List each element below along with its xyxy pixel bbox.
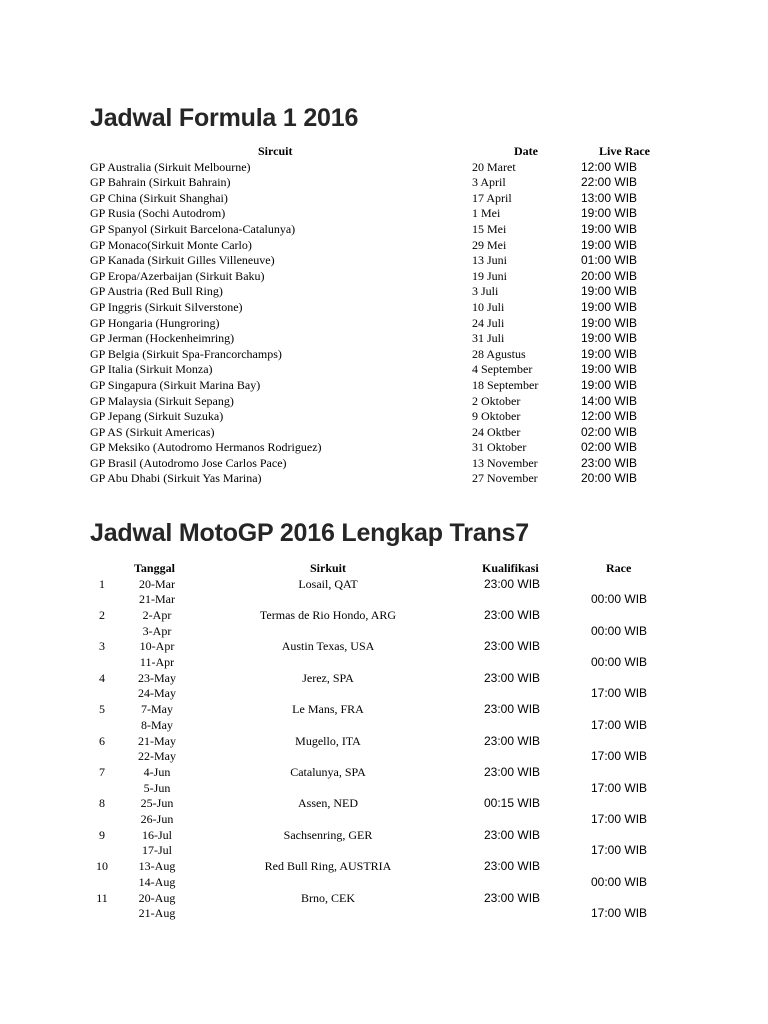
f1-date-cell: 15 Mei (472, 221, 507, 236)
f1-live-race-cell: 19:00 WIB (581, 377, 638, 392)
motogp-qualifying-line (0, 859, 768, 875)
f1-live-race-cell: 01:00 WIB (581, 253, 638, 268)
f1-circuit-cell: GP Austria (Red Bull Ring) (90, 284, 223, 299)
f1-table-row (0, 300, 768, 316)
motogp-table-row (0, 828, 768, 859)
f1-table-row (0, 206, 768, 222)
f1-live-race-cell: 19:00 WIB (581, 331, 638, 346)
f1-table-row (0, 175, 768, 191)
f1-circuit-cell: GP Singapura (Sirkuit Marina Bay) (90, 377, 261, 392)
motogp-qualifying-line (0, 891, 768, 907)
f1-circuit-cell: GP Hongaria (Hungroring) (90, 315, 220, 330)
f1-circuit-cell: GP Spanyol (Sirkuit Barcelona-Catalunya) (90, 221, 296, 236)
f1-date-cell: 2 Oktober (472, 393, 521, 408)
f1-date-cell: 28 Agustus (472, 346, 526, 361)
f1-date-cell: 3 Juli (472, 284, 499, 299)
f1-live-race-cell: 19:00 WIB (581, 315, 638, 330)
motogp-table-row (0, 577, 768, 608)
f1-circuit-cell: GP Malaysia (Sirkuit Sepang) (90, 393, 234, 408)
motogp-header-race: Race (606, 561, 632, 575)
motogp-race-date-text: 21-Aug (138, 906, 176, 921)
motogp-round-number-text: 10 (96, 859, 108, 874)
f1-live-race-cell: 19:00 WIB (581, 237, 638, 252)
f1-circuit-cell: GP AS (Sirkuit Americas) (90, 424, 215, 439)
f1-table-row (0, 347, 768, 363)
motogp-qualifying-line (0, 828, 768, 844)
motogp-table-row (0, 859, 768, 890)
f1-header-date: Date (514, 144, 538, 158)
motogp-qualifying-date-text: 25-Jun (140, 796, 174, 811)
motogp-table-row (0, 765, 768, 796)
motogp-circuit-text: Losail, QAT (298, 576, 358, 591)
motogp-circuit-text: Termas de Rio Hondo, ARG (259, 607, 397, 622)
motogp-header-tanggal: Tanggal (134, 561, 175, 575)
motogp-round-number-text: 11 (96, 890, 108, 905)
motogp-race-line (0, 875, 768, 891)
motogp-qualifying-date-text: 20-Aug (138, 890, 176, 905)
motogp-qualifying-time: 23:00 WIB (484, 733, 541, 748)
f1-date-cell: 29 Mei (472, 237, 507, 252)
motogp-race-line (0, 812, 768, 828)
motogp-table-row (0, 702, 768, 733)
motogp-round-number-text: 8 (99, 796, 105, 811)
motogp-qualifying-line (0, 577, 768, 593)
motogp-qualifying-time: 23:00 WIB (484, 639, 541, 654)
f1-circuit-cell: GP Jerman (Hockenheimring) (90, 331, 235, 346)
motogp-race-time: 17:00 WIB (591, 843, 648, 858)
f1-circuit-cell: GP Monaco(Sirkuit Monte Carlo) (90, 237, 252, 252)
motogp-race-time: 00:00 WIB (591, 654, 648, 669)
motogp-qualifying-date-text: 13-Aug (138, 859, 176, 874)
f1-date-cell: 3 April (472, 175, 506, 190)
f1-circuit-cell: GP Inggris (Sirkuit Silverstone) (90, 299, 243, 314)
motogp-qualifying-time: 23:00 WIB (484, 670, 541, 685)
f1-date-cell: 20 Maret (472, 159, 516, 174)
motogp-race-line (0, 686, 768, 702)
motogp-race-line (0, 749, 768, 765)
motogp-qualifying-line (0, 671, 768, 687)
motogp-circuit-text: Brno, CEK (301, 890, 355, 905)
f1-circuit-cell: GP Brasil (Autodromo Jose Carlos Pace) (90, 455, 287, 470)
motogp-table-row (0, 639, 768, 670)
motogp-round-number-text: 2 (99, 607, 105, 622)
f1-live-race-cell: 23:00 WIB (581, 455, 638, 470)
f1-live-race-cell: 02:00 WIB (581, 440, 638, 455)
motogp-qualifying-time: 23:00 WIB (484, 859, 541, 874)
f1-table-row (0, 471, 768, 487)
f1-live-race-cell: 14:00 WIB (581, 393, 638, 408)
motogp-race-date-text: 3-Apr (142, 623, 172, 638)
motogp-race-time: 17:00 WIB (591, 749, 648, 764)
motogp-header-sirkuit: Sirkuit (310, 561, 347, 575)
motogp-race-line (0, 843, 768, 859)
motogp-race-date-text: 14-Aug (138, 874, 176, 889)
motogp-table-row (0, 796, 768, 827)
f1-live-race-cell: 20:00 WIB (581, 268, 638, 283)
f1-date-cell: 13 November (472, 455, 538, 470)
f1-live-race-cell: 19:00 WIB (581, 221, 638, 236)
motogp-race-line (0, 592, 768, 608)
motogp-race-date-text: 17-Jul (142, 843, 172, 858)
f1-date-cell: 19 Juni (472, 268, 508, 283)
motogp-race-time: 17:00 WIB (591, 686, 648, 701)
motogp-race-line (0, 781, 768, 797)
f1-table-row (0, 269, 768, 285)
motogp-race-line (0, 655, 768, 671)
f1-live-race-cell: 12:00 WIB (581, 159, 638, 174)
f1-circuit-cell: GP China (Sirkuit Shanghai) (90, 190, 228, 205)
motogp-round-number-text: 5 (99, 702, 105, 717)
motogp-race-date-text: 5-Jun (143, 780, 171, 795)
f1-table-row (0, 456, 768, 472)
motogp-race-time: 00:00 WIB (591, 623, 648, 638)
motogp-race-date-text: 8-May (141, 717, 173, 732)
motogp-race-time: 17:00 WIB (591, 717, 648, 732)
motogp-table-row (0, 734, 768, 765)
f1-live-race-cell: 02:00 WIB (581, 424, 638, 439)
f1-schedule-title: Jadwal Formula 1 2016 (90, 104, 359, 132)
f1-table-row (0, 284, 768, 300)
motogp-qualifying-time: 23:00 WIB (484, 827, 541, 842)
motogp-circuit-text: Mugello, ITA (295, 733, 361, 748)
f1-table-row (0, 440, 768, 456)
motogp-race-time: 17:00 WIB (591, 811, 648, 826)
motogp-round-number-text: 1 (99, 576, 105, 591)
f1-table-row (0, 394, 768, 410)
motogp-race-date-text: 11-Apr (139, 654, 175, 669)
motogp-circuit-text: Sachsenring, GER (283, 827, 373, 842)
f1-table-row (0, 316, 768, 332)
motogp-race-time: 00:00 WIB (591, 874, 648, 889)
f1-circuit-cell: GP Meksiko (Autodromo Hermanos Rodriguez) (90, 440, 322, 455)
f1-date-cell: 1 Mei (472, 206, 501, 221)
motogp-header-kualifikasi: Kualifikasi (482, 561, 539, 575)
motogp-qualifying-line (0, 702, 768, 718)
f1-circuit-cell: GP Rusia (Sochi Autodrom) (90, 206, 226, 221)
motogp-circuit-text: Red Bull Ring, AUSTRIA (264, 859, 392, 874)
f1-table-row (0, 160, 768, 176)
f1-table-row (0, 331, 768, 347)
f1-table-row (0, 238, 768, 254)
f1-table-row (0, 222, 768, 238)
f1-date-cell: 10 Juli (472, 299, 505, 314)
motogp-circuit-text: Catalunya, SPA (290, 764, 366, 779)
f1-schedule-table (0, 144, 768, 487)
motogp-table-row (0, 891, 768, 922)
f1-circuit-cell: GP Italia (Sirkuit Monza) (90, 362, 213, 377)
f1-date-cell: 31 Juli (472, 331, 505, 346)
motogp-schedule-table (0, 561, 768, 922)
f1-circuit-cell: GP Eropa/Azerbaijan (Sirkuit Baku) (90, 268, 265, 283)
f1-table-row (0, 425, 768, 441)
f1-date-cell: 17 April (472, 190, 512, 205)
motogp-qualifying-line (0, 639, 768, 655)
motogp-race-date-text: 21-Mar (139, 592, 175, 607)
motogp-race-date-text: 22-May (138, 749, 176, 764)
motogp-qualifying-time: 23:00 WIB (484, 576, 541, 591)
f1-live-race-cell: 19:00 WIB (581, 299, 638, 314)
f1-circuit-cell: GP Abu Dhabi (Sirkuit Yas Marina) (90, 471, 262, 486)
f1-circuit-cell: GP Kanada (Sirkuit Gilles Villeneuve) (90, 253, 275, 268)
f1-date-cell: 31 Oktober (472, 440, 527, 455)
f1-header-live-race: Live Race (599, 144, 650, 158)
f1-date-cell: 24 Juli (472, 315, 505, 330)
motogp-qualifying-time: 23:00 WIB (484, 607, 541, 622)
f1-table-row (0, 378, 768, 394)
f1-live-race-cell: 19:00 WIB (581, 346, 638, 361)
motogp-qualifying-date-text: 21-May (138, 733, 176, 748)
f1-table-row (0, 409, 768, 425)
f1-circuit-cell: GP Australia (Sirkuit Melbourne) (90, 159, 251, 174)
motogp-round-number-text: 4 (99, 670, 105, 685)
f1-live-race-cell: 12:00 WIB (581, 409, 638, 424)
motogp-qualifying-date-text: 2-Apr (142, 607, 172, 622)
motogp-race-line (0, 906, 768, 922)
motogp-qualifying-line (0, 765, 768, 781)
motogp-qualifying-line (0, 796, 768, 812)
f1-circuit-cell: GP Bahrain (Sirkuit Bahrain) (90, 175, 231, 190)
f1-live-race-cell: 22:00 WIB (581, 175, 638, 190)
motogp-table-body (0, 577, 768, 922)
motogp-circuit-text: Jerez, SPA (302, 670, 354, 685)
f1-live-race-cell: 19:00 WIB (581, 206, 638, 221)
f1-live-race-cell: 13:00 WIB (581, 190, 638, 205)
motogp-race-date-text: 26-Jun (140, 811, 174, 826)
motogp-race-time: 00:00 WIB (591, 592, 648, 607)
f1-live-race-cell: 20:00 WIB (581, 471, 638, 486)
motogp-qualifying-line (0, 608, 768, 624)
motogp-race-date-text: 24-May (138, 686, 176, 701)
f1-circuit-cell: GP Jepang (Sirkuit Suzuka) (90, 409, 224, 424)
f1-table-header (0, 144, 768, 160)
motogp-circuit-text: Austin Texas, USA (281, 639, 375, 654)
f1-table-row (0, 191, 768, 207)
motogp-qualifying-date-text: 16-Jul (142, 827, 172, 842)
motogp-race-time: 17:00 WIB (591, 906, 648, 921)
f1-live-race-cell: 19:00 WIB (581, 284, 638, 299)
motogp-table-row (0, 608, 768, 639)
motogp-circuit-text: Le Mans, FRA (292, 702, 364, 717)
f1-live-race-cell: 19:00 WIB (581, 362, 638, 377)
f1-date-cell: 18 September (472, 377, 539, 392)
motogp-qualifying-date-text: 23-May (138, 670, 176, 685)
motogp-qualifying-date-text: 10-Apr (139, 639, 175, 654)
f1-circuit-cell: GP Belgia (Sirkuit Spa-Francorchamps) (90, 346, 282, 361)
motogp-schedule-title: Jadwal MotoGP 2016 Lengkap Trans7 (90, 519, 529, 547)
f1-date-cell: 13 Juni (472, 253, 508, 268)
motogp-qualifying-time: 23:00 WIB (484, 702, 541, 717)
motogp-round-number-text: 7 (99, 764, 105, 779)
motogp-round-number-text: 9 (99, 827, 105, 842)
f1-date-cell: 24 Oktber (472, 424, 521, 439)
f1-table-body (0, 160, 768, 487)
f1-date-cell: 9 Oktober (472, 409, 521, 424)
motogp-table-row (0, 671, 768, 702)
motogp-round-number-text: 3 (99, 639, 105, 654)
f1-table-row (0, 362, 768, 378)
motogp-qualifying-time: 00:15 WIB (484, 796, 541, 811)
motogp-race-line (0, 624, 768, 640)
motogp-race-time: 17:00 WIB (591, 780, 648, 795)
motogp-qualifying-date-text: 7-May (141, 702, 173, 717)
motogp-qualifying-time: 23:00 WIB (484, 764, 541, 779)
f1-date-cell: 27 November (472, 471, 538, 486)
motogp-round-number-text: 6 (99, 733, 105, 748)
motogp-qualifying-date-text: 20-Mar (139, 576, 175, 591)
motogp-qualifying-date-text: 4-Jun (143, 764, 171, 779)
motogp-circuit-text: Assen, NED (298, 796, 358, 811)
motogp-table-header (0, 561, 768, 577)
motogp-qualifying-line (0, 734, 768, 750)
f1-table-row (0, 253, 768, 269)
motogp-race-line (0, 718, 768, 734)
f1-header-circuit: Sircuit (258, 144, 293, 158)
motogp-qualifying-time: 23:00 WIB (484, 890, 541, 905)
f1-date-cell: 4 September (472, 362, 533, 377)
